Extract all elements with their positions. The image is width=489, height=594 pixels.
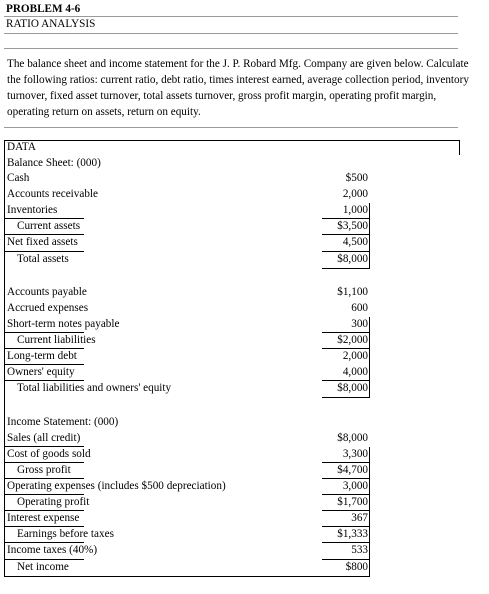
row-value: $1,100 [337, 286, 368, 298]
underline [322, 542, 370, 543]
table-row [0, 203, 489, 219]
row-value: 300 [351, 318, 368, 330]
row-label: Owners' equity [7, 366, 75, 378]
row-value: 3,000 [342, 480, 368, 492]
row-value: $2,000 [337, 334, 368, 346]
underline [322, 332, 370, 333]
row-value: $800 [345, 561, 368, 573]
section-rule [4, 364, 84, 365]
row-label: Operating expenses (includes $500 depreciation) [7, 480, 226, 492]
underline [322, 559, 370, 560]
row-label: Accounts payable [7, 286, 87, 298]
section-rule [4, 251, 84, 252]
section-rule [4, 559, 84, 560]
table-row [0, 447, 489, 463]
row-value: $8,000 [337, 253, 368, 265]
problem-description: The balance sheet and income statement for the J. P. Robard Mfg. Company are given below. Calculate the following ratios: current ratio, debt ratio, times interest earned, average collection period, inventory turnover, fixed asset turnover, total assets turnover, gross profit margin, operating profit margin, operating return on assets, return on equity. [7, 58, 469, 118]
table-row [0, 301, 489, 317]
table-row [0, 463, 489, 479]
row-label: Total liabilities and owners' equity [17, 382, 172, 394]
row-label: Net fixed assets [7, 236, 78, 248]
table-row [0, 333, 489, 349]
section-rule [4, 234, 84, 235]
table-row [0, 171, 489, 187]
row-value: $8,000 [337, 382, 368, 394]
underline [322, 494, 370, 495]
description-top-rule [4, 48, 458, 49]
row-value: $4,700 [337, 464, 368, 476]
table-row [0, 235, 489, 251]
table-row [0, 543, 489, 559]
row-value: 600 [351, 302, 368, 314]
section-rule [4, 332, 84, 333]
underline [322, 251, 370, 252]
row-value: $1,700 [337, 496, 368, 508]
income-statement-heading: Income Statement: (000) [7, 416, 119, 428]
table-row [0, 511, 489, 527]
section-rule [4, 510, 84, 511]
section-rule [4, 218, 84, 219]
row-label: Total assets [17, 253, 69, 265]
row-value: 4,000 [342, 366, 368, 378]
data-label: DATA [7, 141, 36, 153]
section-rule [4, 462, 84, 463]
row-label: Operating profit [17, 496, 90, 508]
table-row [0, 187, 489, 203]
table-row [0, 285, 489, 301]
subtitle-divider [4, 33, 458, 34]
table-row [0, 527, 489, 543]
value-box-border [369, 203, 370, 269]
row-value: $1,333 [337, 528, 368, 540]
row-value: $3,500 [337, 220, 368, 232]
table-row [0, 431, 489, 447]
row-value: 2,000 [342, 188, 368, 200]
underline [322, 234, 370, 235]
row-value: $8,000 [337, 432, 368, 444]
row-value: 3,300 [342, 448, 368, 460]
underline [322, 268, 370, 269]
row-label: Accrued expenses [7, 302, 89, 314]
row-label: Net income [17, 561, 69, 573]
underline [322, 478, 370, 479]
table-row [0, 219, 489, 235]
row-value: 1,000 [342, 204, 368, 216]
underline [322, 526, 370, 527]
row-label: Gross profit [17, 464, 71, 476]
section-rule [4, 446, 84, 447]
balance-sheet-heading: Balance Sheet: (000) [7, 157, 101, 169]
row-label: Earnings before taxes [17, 528, 114, 540]
underline [322, 462, 370, 463]
row-label: Current assets [17, 220, 81, 232]
row-label: Current liabilities [17, 334, 96, 346]
row-label: Sales (all credit) [7, 432, 81, 444]
row-label: Income taxes (40%) [7, 544, 98, 556]
row-value: 367 [351, 512, 368, 524]
underline [322, 380, 370, 381]
problem-subtitle: RATIO ANALYSIS [6, 18, 96, 30]
row-label: Accounts receivable [7, 188, 99, 200]
value-box-border [369, 447, 370, 576]
table-row [0, 479, 489, 495]
data-header-box [4, 140, 460, 155]
underline [322, 510, 370, 511]
title-divider [4, 16, 458, 17]
problem-title: PROBLEM 4-6 [6, 3, 81, 15]
table-row [0, 365, 489, 381]
table-row [0, 381, 489, 397]
row-label: Interest expense [7, 512, 80, 524]
row-label: Cost of goods sold [7, 448, 91, 460]
table-row [0, 349, 489, 365]
section-rule [4, 542, 84, 543]
underline [322, 218, 370, 219]
table-bottom-border [4, 576, 370, 577]
table-row [0, 317, 489, 333]
underline [322, 348, 370, 349]
row-value: 2,000 [342, 350, 368, 362]
row-label: Inventories [7, 204, 58, 216]
section-rule [4, 478, 84, 479]
underline [322, 397, 370, 398]
row-label: Cash [7, 172, 30, 184]
description-bottom-rule [4, 127, 458, 128]
table-row [0, 252, 489, 268]
section-rule [4, 380, 84, 381]
value-box-border [369, 317, 370, 398]
table-row [0, 560, 489, 576]
section-rule [4, 526, 84, 527]
section-rule [4, 494, 84, 495]
row-value: $500 [345, 172, 368, 184]
row-value: 4,500 [342, 236, 368, 248]
row-value: 533 [351, 544, 368, 556]
section-rule [4, 348, 84, 349]
row-label: Short-term notes payable [7, 318, 120, 330]
row-label: Long-term debt [7, 350, 77, 362]
table-row [0, 495, 489, 511]
